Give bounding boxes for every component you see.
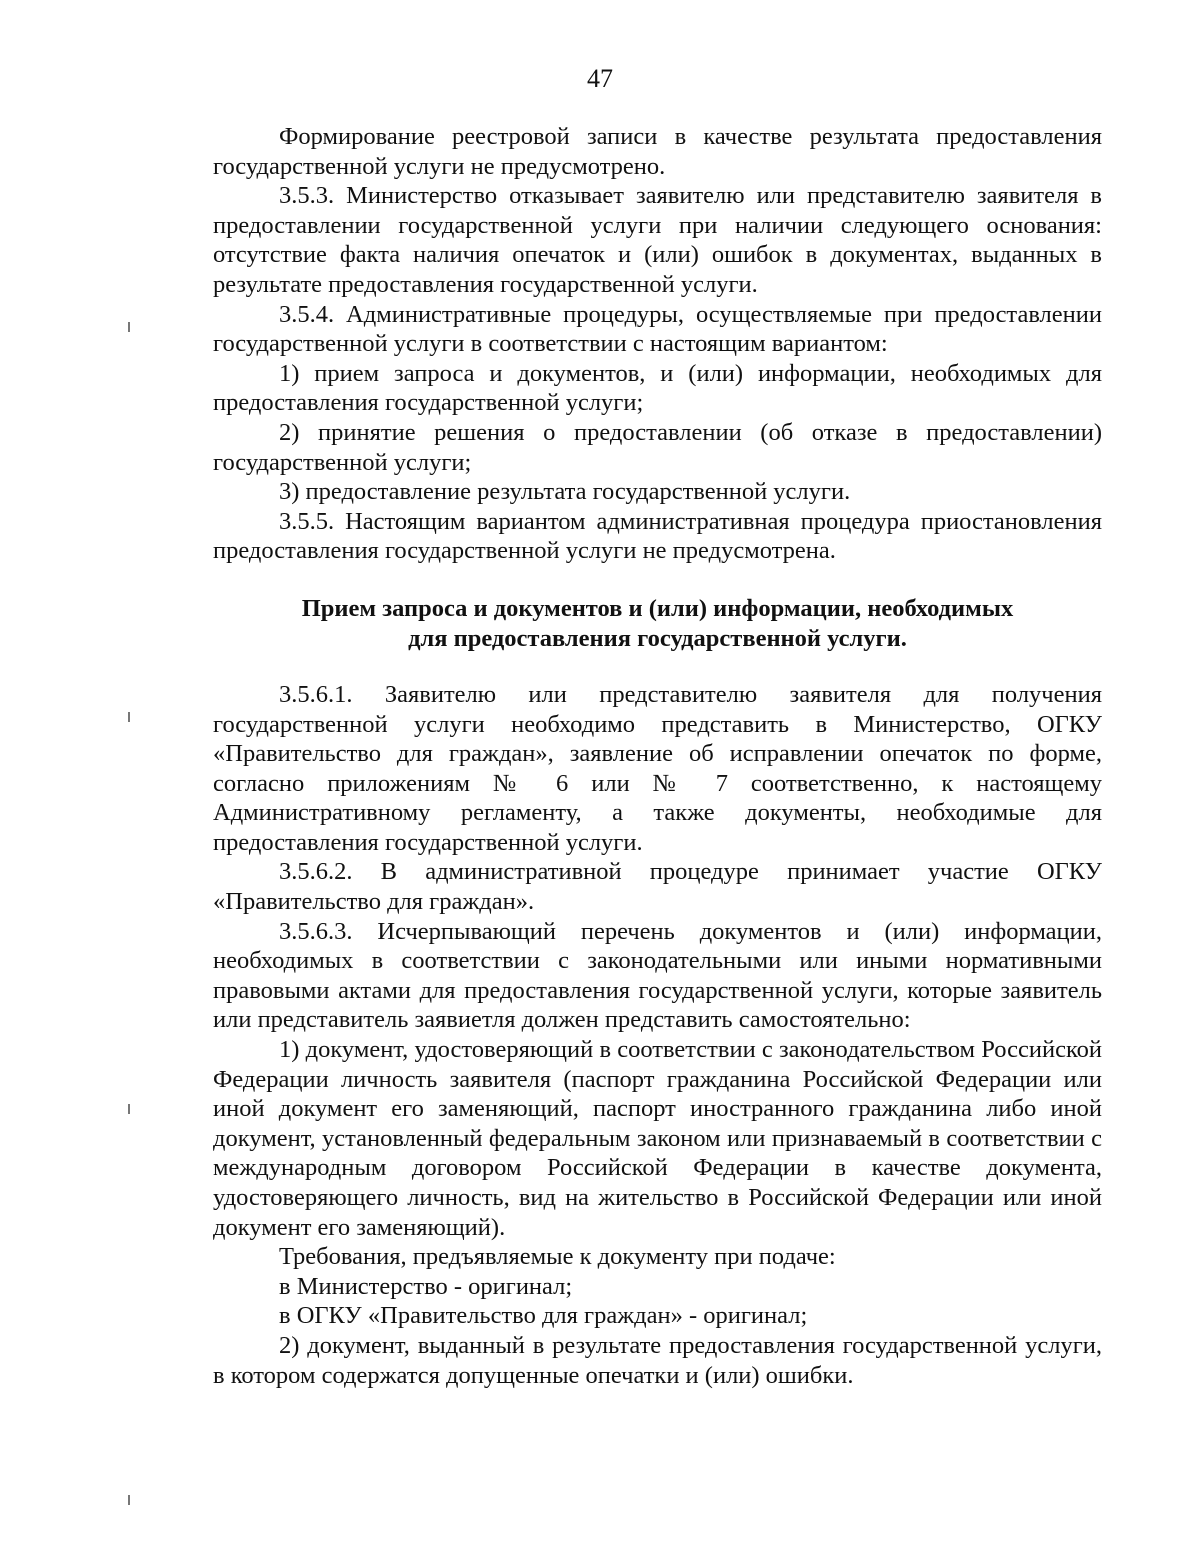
binding-hole-mark — [128, 1104, 130, 1114]
binding-hole-mark — [128, 322, 130, 332]
paragraph: 3.5.6.3. Исчерпывающий перечень документов и (или) информации, необходимых в соответствии с законодательными или иными нормативными правовыми актами для предоставления государственной услуги, которые заявитель или представитель заявиетля должен представить самостоятельно: — [213, 917, 1102, 1034]
paragraph: 3.5.6.1. Заявителю или представителю заявителя для получения государственной услуги необходимо представить в Министерство, ОГКУ «Правительство для граждан», заявление об исправлении опечаток по форме, согласно приложениям № 6 или № 7 соответственно, к настоящему Административному регламенту, а также документы, необходимые для предоставления государственной услуги. — [213, 680, 1102, 856]
paragraph: Формирование реестровой записи в качестве результата предоставления государственной услуги не предусмотрено. — [213, 123, 1102, 180]
list-item: 1) прием запроса и документов, и (или) информации, необходимых для предоставления государственной услуги; — [213, 359, 1102, 417]
list-item: 3) предоставление результата государственной услуги. — [279, 478, 851, 506]
page-number: 47 — [587, 64, 613, 93]
paragraph: 3.5.4. Административные процедуры, осуществляемые при предоставлении государственной услуги в соответствии с настоящим вариантом: — [213, 300, 1102, 358]
paragraph: 3.5.5. Настоящим вариантом административная процедура приостановления предоставления государственной услуги не предусмотрена. — [213, 507, 1102, 565]
section-heading — [213, 594, 1102, 654]
list-item: 2) документ, выданный в результате предоставления государственной услуги, в котором содержатся допущенные опечатки и (или) ошибки. — [213, 1331, 1102, 1389]
list-item: 2) принятие решения о предоставлении (об отказе в предоставлении) государственной услуги; — [213, 418, 1102, 476]
paragraph: 3.5.3. Министерство отказывает заявителю или представителю заявителя в предоставлении государственной услуги при наличии следующего основания: отсутствие факта наличия опечаток и (или) ошибок в документах, выданных в результате предоставления государственной услуги. — [213, 182, 1102, 298]
list-item: 1) документ, удостоверяющий в соответствии с законодательством Российской Федерации личность заявителя (паспорт гражданина Российской Федерации или иной документ его заменяющий, паспорт иностранного гражданина либо иной документ, установленный федеральным законом или признаваемый в соответствии с международным договором Российской Федерации в качестве документа, удостоверяющего личность, вид на жительство в Российской Федерации или иной документ его заменяющий). — [213, 1036, 1102, 1241]
paragraph: 3.5.6.2. В административной процедуре принимает участие ОГКУ «Правительство для граждан». — [213, 858, 1102, 916]
section-heading-line: для предоставления государственной услуги. — [408, 624, 907, 652]
document-body — [213, 122, 1102, 1390]
binding-hole-mark — [128, 712, 130, 722]
paragraph: Требования, предъявляемые к документу при подаче: — [279, 1243, 836, 1271]
binding-hole-mark — [128, 1495, 130, 1505]
paragraph: в Министерство - оригинал; — [279, 1272, 573, 1300]
section-heading-line: Прием запроса и документов и (или) информации, необходимых — [301, 594, 1014, 622]
paragraph: в ОГКУ «Правительство для граждан» - оригинал; — [279, 1302, 808, 1330]
